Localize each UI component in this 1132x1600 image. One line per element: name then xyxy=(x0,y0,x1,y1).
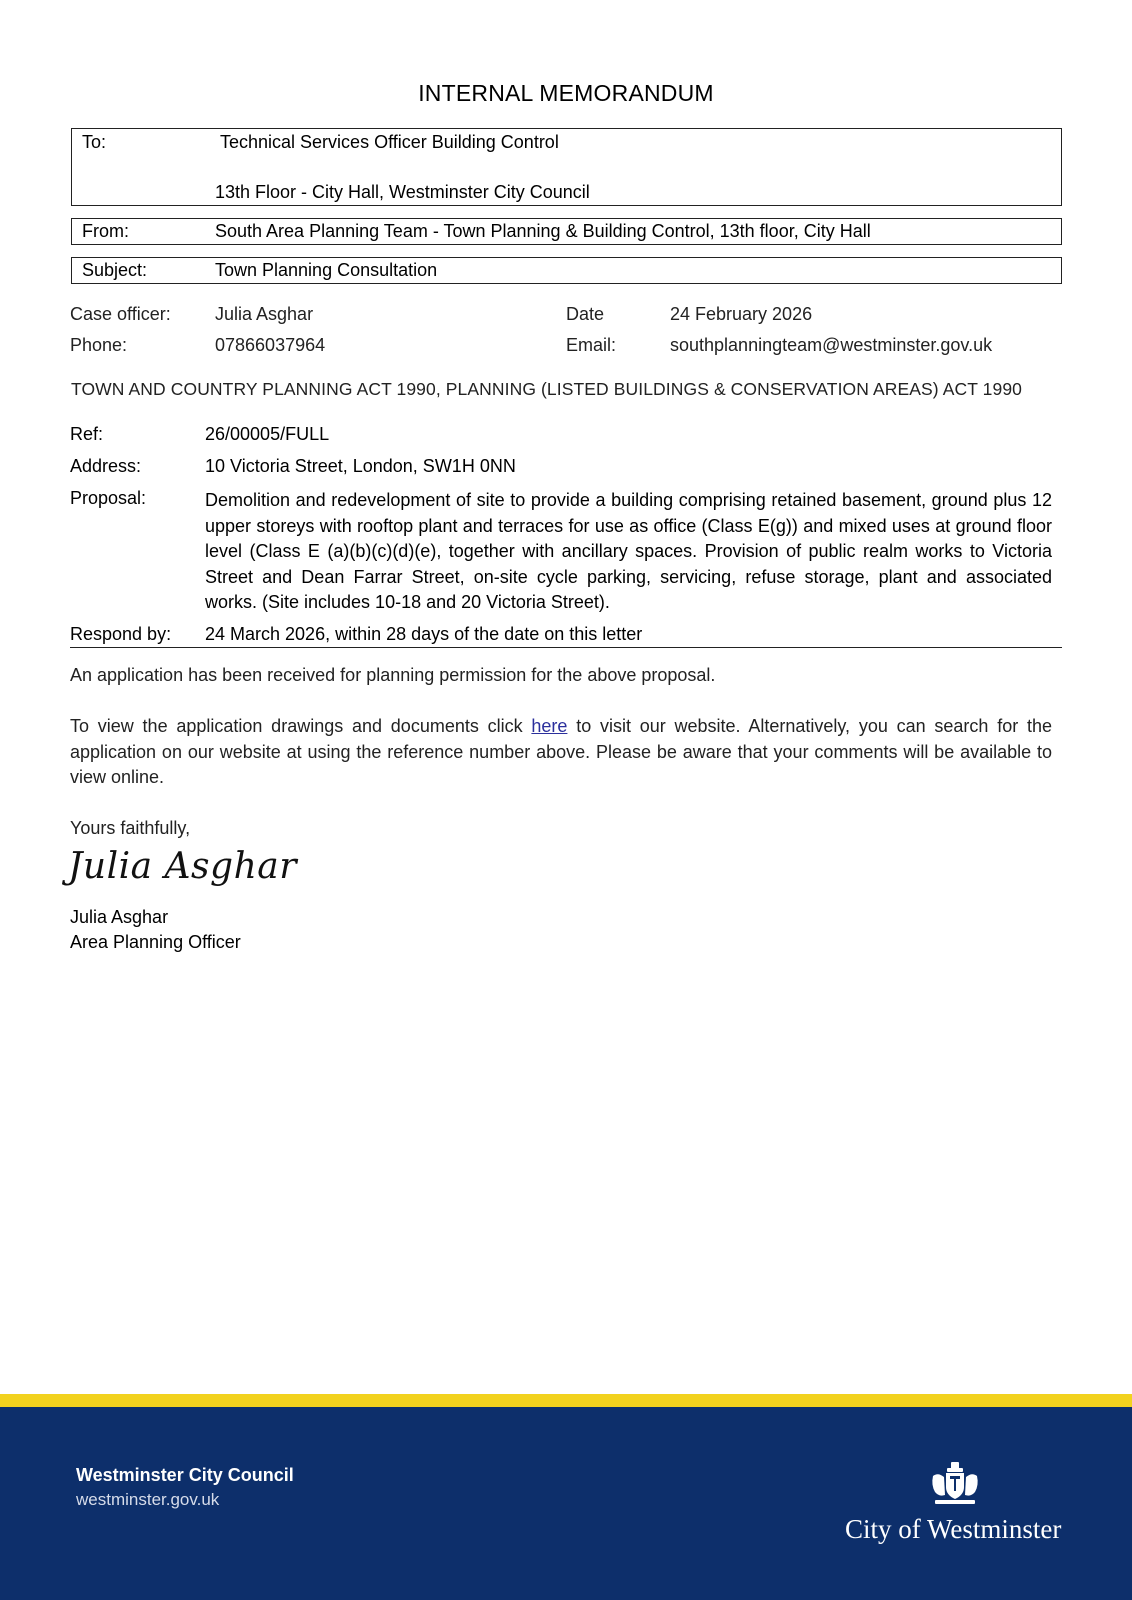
view-paragraph xyxy=(70,714,1052,791)
phone-value: 07866037964 xyxy=(215,335,326,355)
address-label: Address: xyxy=(70,456,142,476)
from-value: South Area Planning Team - Town Planning & Building Control, 13th floor, City Hall xyxy=(215,221,871,241)
signoff-role: Area Planning Officer xyxy=(70,932,241,952)
respond-label: Respond by: xyxy=(70,624,172,644)
ref-label: Ref: xyxy=(70,424,104,444)
subject-label: Subject: xyxy=(82,260,148,280)
to-line2: 13th Floor - City Hall, Westminster City Council xyxy=(215,182,590,202)
westminster-crest-icon xyxy=(929,1462,981,1506)
to-label: To: xyxy=(82,132,107,152)
case-officer-value: Julia Asghar xyxy=(215,304,314,324)
ref-value: 26/00005/FULL xyxy=(205,424,330,444)
closing-text: Yours faithfully, xyxy=(70,818,191,838)
here-link[interactable]: here xyxy=(531,716,568,736)
address-value: 10 Victoria Street, London, SW1H 0NN xyxy=(205,456,516,476)
from-label: From: xyxy=(82,221,129,241)
act-heading: TOWN AND COUNTRY PLANNING ACT 1990, PLANNING (LISTED BUILDINGS & CONSERVATION AREAS) ACT 1990 xyxy=(71,379,1023,399)
footer-website[interactable]: westminster.gov.uk xyxy=(76,1490,220,1509)
handwritten-signature: Julia Asghar xyxy=(68,846,297,887)
signoff-name: Julia Asghar xyxy=(70,907,169,927)
email-label: Email: xyxy=(566,335,617,355)
date-value: 24 February 2026 xyxy=(670,304,813,324)
to-line1: Technical Services Officer Building Control xyxy=(220,132,559,152)
intro-paragraph: An application has been received for planning permission for the above proposal. xyxy=(70,665,716,685)
subject-box xyxy=(71,257,1062,284)
memo-title: INTERNAL MEMORANDUM xyxy=(418,80,714,106)
case-officer-label: Case officer: xyxy=(70,304,171,324)
to-box xyxy=(71,128,1062,206)
respond-value: 24 March 2026, within 28 days of the date on this letter xyxy=(205,624,643,644)
subject-value: Town Planning Consultation xyxy=(215,260,438,280)
proposal-value: Demolition and redevelopment of site to provide a building comprising retained basement, ground plus 12 upper storeys with rooftop plant and terraces for use as office (Class E(g)) and mixed uses at ground floor level (Class E (a)(b)(c)(d)(e), together with ancillary spaces. Provision of public realm works to Victoria Street and Dean Farrar Street, on-site cycle parking, servicing, refuse storage, plant and associated works. (Site includes 10-18 and 20 Victoria Street). xyxy=(205,490,1052,612)
date-label: Date xyxy=(566,304,605,324)
footer-org-name: Westminster City Council xyxy=(76,1465,294,1485)
footer-accent-stripe xyxy=(0,1394,1132,1407)
footer-city-name: City of Westminster xyxy=(845,1514,1062,1544)
email-value[interactable]: southplanningteam@westminster.gov.uk xyxy=(670,335,993,355)
view-text-after: to visit our website. Alternatively, you can search for the application on our website at using the reference number above. Please be aware that your comments will be available to view online. xyxy=(70,716,1052,787)
from-box xyxy=(71,218,1062,245)
proposal-label: Proposal: xyxy=(70,488,147,508)
phone-label: Phone: xyxy=(70,335,128,355)
details-divider xyxy=(70,647,1062,648)
view-text-before: To view the application drawings and documents click xyxy=(70,716,532,736)
